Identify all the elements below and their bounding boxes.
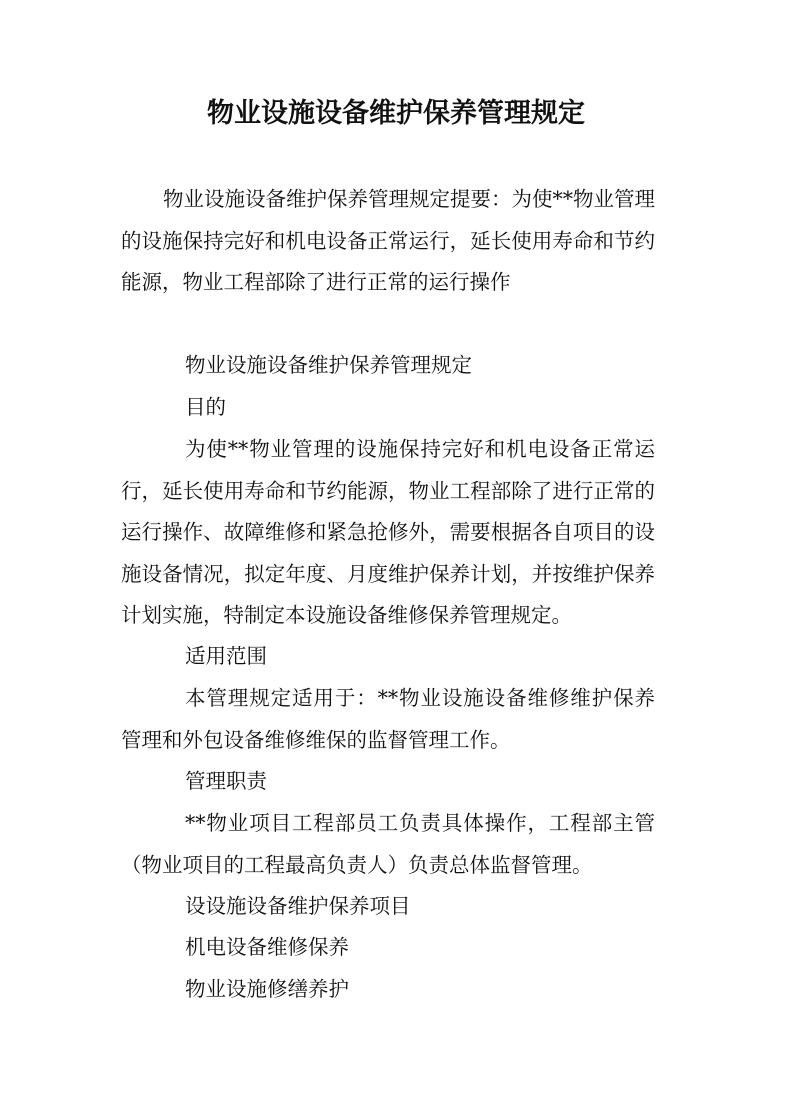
summary-paragraph: 物业设施设备维护保养管理规定提要：为使**物业管理的设施保持完好和机电设备正常运行，延长使用寿命和节约能源，物业工程部除了进行正常的运行操作 (121, 187, 655, 294)
item-facility-repair: 物业设施修缮养护 (185, 977, 349, 1001)
item-mechanical-electrical: 机电设备维修保养 (185, 935, 349, 959)
scope-paragraph: 本管理规定适用于：**物业设施设备维修维护保养管理和外包设备维修维保的监督管理工作。 (121, 686, 655, 752)
duties-heading: 管理职责 (185, 769, 267, 793)
items-heading: 设设施设备维护保养项目 (185, 894, 411, 918)
duties-paragraph: **物业项目工程部员工负责具体操作，工程部主管（物业项目的工程最高负责人）负责总体监督管理。 (121, 811, 655, 877)
page-title: 物业设施设备维护保养管理规定 (207, 98, 585, 129)
purpose-heading: 目的 (185, 395, 226, 419)
scope-heading: 适用范围 (185, 644, 267, 668)
purpose-paragraph: 为使**物业管理的设施保持完好和机电设备正常运行，延长使用寿命和节约能源，物业工程部除了进行正常的运行操作、故障维修和紧急抢修外，需要根据各自项目的设施设备情况，拟定年度、月度维护保养计划，并按维护保养计划实施，特制定本设施设备维修保养管理规定。 (121, 437, 655, 627)
subtitle: 物业设施设备维护保养管理规定 (185, 353, 472, 377)
